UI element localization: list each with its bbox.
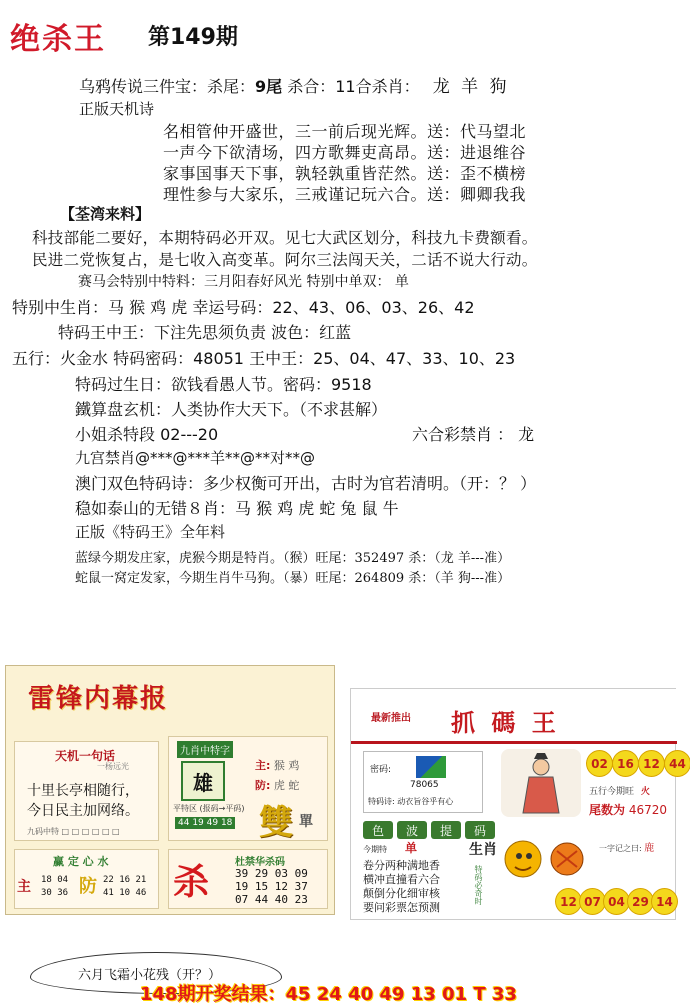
tema-shi-line bbox=[368, 796, 453, 807]
quanwan-line: 民进二党恢复占，是七收入高变革。阿尔三法闯天关，二话不说大行动。 bbox=[32, 251, 538, 269]
crow-legend-line bbox=[79, 72, 507, 97]
password-value: 78065 bbox=[410, 780, 439, 790]
tema-king-line: 特码王中王：下注先思须负责 波色：红蓝 bbox=[58, 323, 352, 342]
tema-shi-value: 动衣旨谷乎有心 bbox=[397, 797, 454, 806]
dan-char: 單 bbox=[299, 814, 313, 830]
tema-shi-label: 特码诗: bbox=[368, 797, 395, 806]
zhuama-poem-line: 横冲直撞看六合 bbox=[363, 873, 440, 886]
poem-title: 正版天机诗 bbox=[79, 100, 155, 118]
tianji-box bbox=[14, 741, 159, 841]
number-circle: 04 bbox=[604, 889, 629, 914]
zhuama-title: 抓 碼 王 bbox=[451, 708, 560, 737]
fang-label: 防: bbox=[255, 779, 271, 792]
core-zhu: 主 bbox=[17, 879, 31, 895]
color-tag: 色 bbox=[363, 821, 393, 839]
zhu-value: 猴 鸡 bbox=[273, 759, 300, 772]
quanwan-label: 【荃湾来料】 bbox=[60, 205, 151, 223]
zhu-line bbox=[255, 757, 299, 773]
macau-line: 澳门双色特码诗：多少权衡可开出，古时为官若清明。（开：？ ） bbox=[75, 474, 537, 493]
jiuxiao-title: 九肖中特字 bbox=[177, 741, 233, 758]
tianji-line: 今日民主加网络。 bbox=[27, 803, 139, 819]
fang-line bbox=[255, 777, 299, 793]
core-nums: 30 36 bbox=[41, 888, 69, 898]
abacus-line: 鐵算盘玄机：人类协作大天下。（不求甚解） bbox=[75, 400, 388, 419]
dan-value: 单 bbox=[405, 841, 418, 855]
core-nums: 41 10 46 bbox=[103, 888, 147, 898]
zhuama-poem-line: 要问彩票怎预测 bbox=[363, 901, 440, 914]
annual-line: 正版《特码王》全年料 bbox=[75, 523, 226, 541]
color-tag: 波 bbox=[397, 821, 427, 839]
core-title: 赢 定 心 水 bbox=[53, 855, 109, 868]
core-nums: 22 16 21 bbox=[103, 875, 147, 885]
zhuamawang-panel bbox=[350, 688, 686, 920]
tail-line bbox=[589, 801, 667, 818]
sha-row: 19 15 12 37 bbox=[235, 880, 308, 893]
number-circle: 07 bbox=[580, 889, 605, 914]
zhuama-poem-line: 颠倒分化细审核 bbox=[363, 887, 440, 900]
poem-line: 一声今下欲清场，四方歌舞吏高昂。送：进退维谷 bbox=[163, 143, 527, 162]
number-circle: 14 bbox=[652, 889, 677, 914]
cube-logo bbox=[416, 756, 446, 778]
wuxing-king-value: 火 bbox=[640, 787, 650, 797]
crow-tail: 9尾 bbox=[255, 77, 283, 96]
tianji-title: 天机一句话 bbox=[55, 749, 116, 763]
sha-row: 07 44 40 23 bbox=[235, 893, 308, 906]
liuhe-ban-line: 六合彩禁肖 ： 龙 bbox=[412, 425, 535, 444]
core-fang: 防 bbox=[79, 876, 97, 897]
saima-line: 赛马会特别中特料：三月阳春好风光 特别中单双： 单 bbox=[78, 274, 409, 290]
page-title: 绝杀王 bbox=[10, 22, 106, 57]
jin-label: 今期特 bbox=[363, 845, 387, 854]
birthday-line: 特码过生日：欲钱看愚人节。密码：9518 bbox=[75, 375, 372, 394]
number-circle: 44 bbox=[665, 751, 690, 776]
xiong-char: 雄 bbox=[181, 761, 225, 801]
number-circle: 02 bbox=[587, 751, 612, 776]
number-circle: 12 bbox=[639, 751, 664, 776]
jiuma-line: 九码中特 □ □ □ □ □ □ bbox=[27, 827, 120, 836]
zhuama-poem-line: 卷分两种满地香 bbox=[363, 859, 440, 872]
wuxing-king-label: 五行今期旺 bbox=[589, 787, 635, 797]
miss-kill-line: 小姐杀特段 02---20 bbox=[75, 425, 219, 444]
zodiac-illustration bbox=[501, 829, 591, 889]
fang-value: 虎 蛇 bbox=[273, 779, 300, 792]
scholar-illustration bbox=[501, 749, 581, 817]
quanwan-line: 科技部能二要好，本期特码必开双。见七大武区划分，科技九卡费额看。 bbox=[32, 229, 538, 247]
poem-line: 名相管仲开盛世，三一前后现光辉。送：代马望北 bbox=[163, 122, 527, 141]
jiugong-line: 九宫禁肖@***@***羊**@**对**@ bbox=[75, 449, 316, 467]
number-circle: 29 bbox=[628, 889, 653, 914]
crow-mid: 杀合：11合杀肖： bbox=[282, 77, 420, 96]
wencuo-line: 稳如泰山的无错８肖：马 猴 鸡 虎 蛇 兔 鼠 牛 bbox=[75, 499, 399, 518]
shuang-char: 雙 bbox=[259, 803, 293, 843]
color-tag: 提 bbox=[431, 821, 461, 839]
tianji-line: 十里长亭相随行， bbox=[27, 783, 139, 799]
core-nums: 18 04 bbox=[41, 875, 69, 885]
lanlv-line: 蓝绿今期发庄家，虎猴今期是特肖。（猴）旺尾：352497 杀：（龙 羊---准） bbox=[75, 551, 511, 566]
sha-char: 杀 bbox=[173, 861, 210, 903]
yizi-value: 鹿 bbox=[644, 843, 655, 854]
wuxing-king-line bbox=[589, 784, 650, 797]
zhuama-info bbox=[363, 751, 483, 813]
leifeng-title: 雷锋内幕报 bbox=[28, 684, 169, 714]
number-circle: 12 bbox=[556, 889, 581, 914]
yizi-line bbox=[599, 839, 654, 854]
password-line bbox=[370, 762, 391, 775]
sha-box bbox=[168, 849, 328, 909]
tail-value: 46720 bbox=[628, 803, 668, 817]
cloud-text: 六月飞霜小花残（开？） bbox=[78, 968, 222, 983]
issue-number: 第149期 bbox=[148, 25, 238, 50]
pingte-sub: (报码→平码) bbox=[199, 804, 245, 813]
pingte-label bbox=[173, 803, 245, 814]
pingte-nums: 44 19 49 18 bbox=[175, 817, 235, 829]
zhuama-tag: 最新推出 bbox=[371, 713, 411, 724]
sha-title: 杜禁华杀码 bbox=[235, 857, 285, 868]
shengxiao-label: 生肖 bbox=[469, 842, 497, 858]
wuxing-line: 五行：火金水 特码密码：48051 王中王：25、04、47、33、10、23 bbox=[12, 349, 516, 368]
leifeng-panel bbox=[5, 665, 335, 915]
pingte-title: 平特区 bbox=[173, 804, 197, 813]
crow-zodiac: 龙 羊 狗 bbox=[432, 77, 507, 97]
sha-row: 39 29 03 09 bbox=[235, 867, 308, 880]
poem-line: 理性参与大家乐，三戒谨记玩六合。送：卿卿我我 bbox=[163, 185, 527, 204]
result-line: 148期开奖结果：45 24 40 49 13 01 T 33 bbox=[140, 984, 518, 1005]
password-label: 密码: bbox=[370, 765, 392, 775]
zhu-label: 主: bbox=[255, 759, 271, 772]
shelu-line: 蛇鼠一窝定发家，今期生肖牛马狗。（暴）旺尾：264809 杀：（羊 狗---准） bbox=[75, 571, 511, 586]
core-box bbox=[14, 849, 159, 909]
color-tag: 码 bbox=[465, 821, 495, 839]
zhuama-header bbox=[351, 689, 677, 744]
tianji-sub: 一杨远光 bbox=[97, 762, 129, 771]
poem-line: 家事国事天下事，孰轻孰重皆茫然。送：歪不横榜 bbox=[163, 164, 527, 183]
tema-biqi: 特码必奇时 bbox=[474, 865, 483, 905]
jiuxiao-box bbox=[168, 736, 328, 841]
number-circle: 16 bbox=[613, 751, 638, 776]
yizi-label: 一字记之曰: bbox=[599, 844, 642, 853]
crow-prefix: 乌鸦传说三件宝：杀尾： bbox=[79, 77, 256, 96]
tail-label: 尾数为 bbox=[589, 803, 626, 817]
special-zodiac-line: 特别中生肖：马 猴 鸡 虎 幸运号码：22、43、06、03、26、42 bbox=[12, 298, 475, 317]
